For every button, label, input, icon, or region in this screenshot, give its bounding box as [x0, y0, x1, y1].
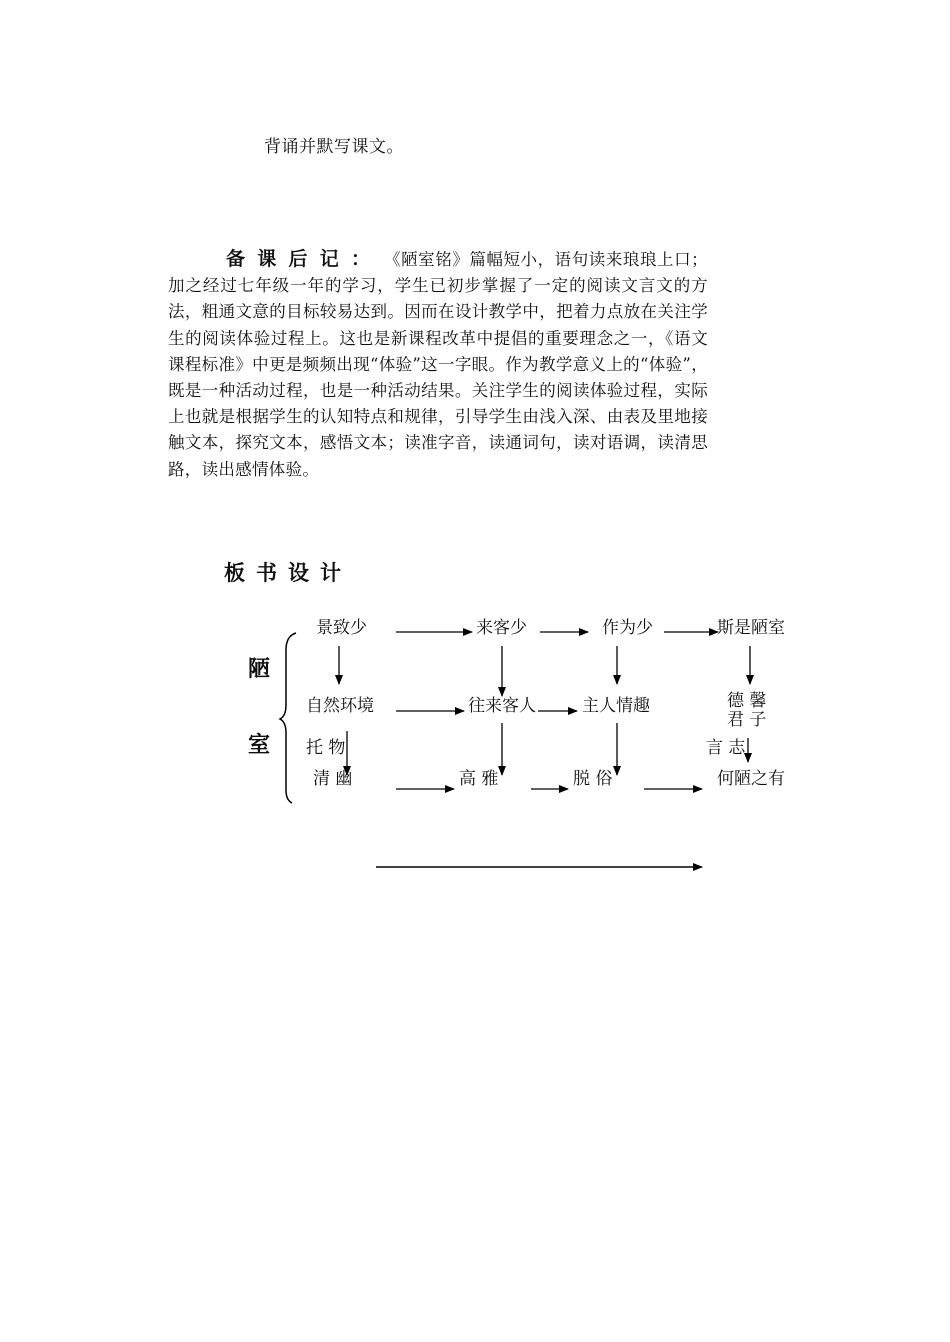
row1-item-1: 景致少 [316, 618, 367, 638]
row2-item-1: 自然环境 [306, 696, 374, 716]
row2-item-2: 往来客人 [468, 696, 536, 716]
board-design-title: 板书设计 [224, 561, 352, 585]
recite-instruction: 背诵并默写课文。 [264, 137, 404, 157]
row3-right: 言 志 [706, 738, 746, 758]
row4-item-2: 高 雅 [459, 769, 499, 789]
side-char-bottom: 室 [248, 733, 271, 758]
row2-item-3: 主人情趣 [582, 696, 650, 716]
notes-body: 《陋室铭》篇幅短小，语句读来琅琅上口；加之经过七年级一年的学习，学生已初步掌握了一定的阅读文言文的方法，粗通文意的目标较易达到。因而在设计教学中，把着力点放在关注学生的阅读体验过程上。这也是新课程改革中提倡的重要理念之一，《语文课程标准》中更是频频出现“体验”这一字眼。作为教学意义上的“体验”，既是一种活动过程，也是一种活动结果。关注学生的阅读体验过程，实际上也就是根据学生的认知特点和规律，引导学生由浅入深、由表及里地接触文本，探究文本，感悟文本；读准字音，读通词句，读对语调，读清思路，读出感情体验。 [168, 250, 708, 479]
row2-right-top: 德 馨 [727, 691, 767, 711]
row2-right-bottom: 君 子 [727, 710, 767, 730]
left-brace [280, 633, 296, 803]
row1-item-4: 斯是陋室 [717, 618, 785, 638]
side-char-top: 陋 [248, 657, 271, 682]
row1-item-2: 来客少 [476, 618, 527, 638]
row1-item-3: 作为少 [602, 618, 653, 638]
row4-item-4: 何陋之有 [717, 769, 785, 789]
row4-item-1: 清 幽 [313, 769, 353, 789]
row4-item-3: 脱 俗 [573, 769, 613, 789]
row3-left: 托 物 [306, 738, 346, 758]
notes-label: 备课后记： [226, 248, 383, 270]
